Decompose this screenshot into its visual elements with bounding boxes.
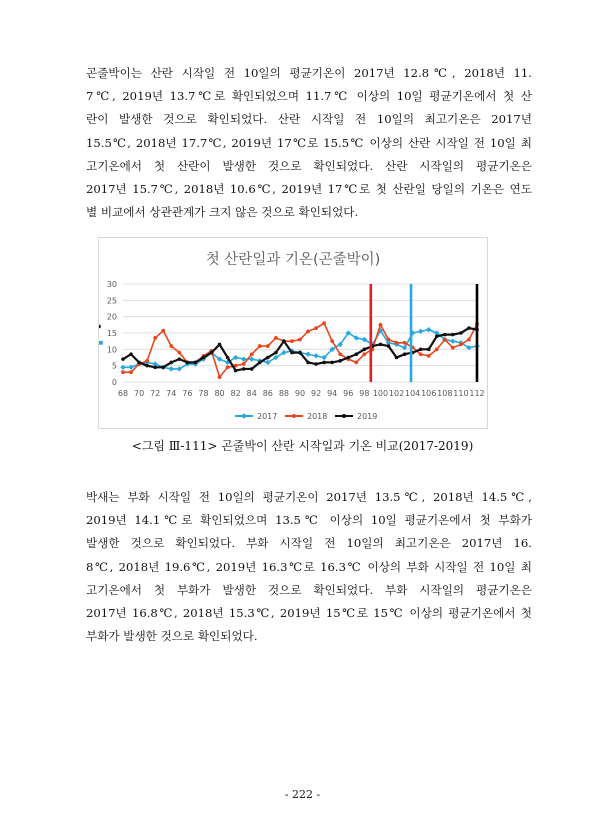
data-point-2019 (451, 333, 455, 337)
data-point-2018 (218, 375, 222, 379)
x-tick-label: 72 (150, 389, 161, 398)
chart-title: 첫 산란일과 기온(곤줄박이) (205, 252, 381, 268)
data-point-2018 (314, 326, 318, 330)
data-point-2019 (395, 356, 399, 360)
data-point-2019 (250, 367, 254, 371)
data-point-2018 (387, 338, 391, 342)
data-point-2019 (379, 343, 383, 347)
paragraph1-line: 곤줄박이는 산란 시작일 전 10일의 평균기온이 2017년 12.8℃, 2018년 11. (86, 66, 532, 80)
data-point-2018 (161, 329, 165, 333)
data-point-2018 (354, 361, 358, 365)
data-point-2019 (202, 356, 206, 360)
data-point-2017 (313, 353, 318, 358)
data-point-2019 (355, 352, 359, 356)
data-point-2018 (362, 352, 366, 356)
data-point-2019 (137, 361, 141, 365)
paragraph-1 (86, 62, 532, 224)
data-point-2019 (153, 366, 157, 370)
data-point-2019 (145, 364, 149, 368)
data-point-2018 (322, 321, 326, 325)
data-point-2018 (435, 347, 439, 351)
x-tick-label: 74 (166, 389, 177, 398)
paragraph2-line: 2017년 16.8℃, 2018년 15.3℃, 2019년 15℃로 15℃ 이상의 평균기온에서 첫 (86, 606, 532, 621)
page-number: - 222 - (284, 788, 321, 801)
x-tick-label: 70 (133, 389, 145, 398)
data-point-2018 (338, 352, 342, 356)
data-point-2019 (129, 352, 133, 356)
paragraph2-line: 고기온에서 첫 부화가 발생한 것으로 확인되었다. 부화 시작일의 평균기온은 (86, 582, 532, 597)
data-point-2019 (387, 344, 391, 348)
data-point-2019 (274, 351, 278, 355)
legend-marker (292, 414, 296, 418)
paragraph2-line: 발생한 것으로 확인되었다. 부화 시작일 전 10일의 최고기온은 2017년 16. (86, 536, 532, 551)
x-tick-label: 80 (214, 389, 225, 398)
data-point-2019 (194, 361, 198, 365)
data-point-2018 (226, 365, 230, 369)
data-point-2018 (177, 351, 181, 355)
data-point-2018 (306, 329, 310, 333)
x-tick-label: 90 (294, 389, 306, 398)
data-point-2018 (459, 343, 463, 347)
data-point-2019 (427, 348, 431, 352)
legend-label-2019: 2019 (357, 412, 378, 421)
paragraph1-line: 7℃, 2019년 13.7℃로 확인되었으며 11.7℃ 이상의 10일 평균기온에서 첫 산 (86, 89, 532, 104)
data-point-2019 (419, 348, 423, 352)
data-point-2018 (395, 341, 399, 345)
data-point-2018 (153, 336, 157, 340)
paragraph1-line: 2017년 15.7℃, 2018년 10.6℃, 2019년 17℃로 첫 산란일 당일의 기온은 연도 (86, 182, 532, 197)
x-tick-label: 102 (388, 389, 405, 398)
data-point-2019 (266, 356, 270, 360)
data-point-2018 (467, 338, 471, 342)
data-point-2019 (186, 361, 190, 365)
x-tick-label: 86 (262, 389, 273, 398)
data-point-2019 (242, 367, 246, 371)
data-point-2019 (338, 359, 342, 363)
data-point-2019 (290, 351, 294, 355)
x-tick-label: 76 (182, 389, 193, 398)
data-point-2017 (99, 341, 103, 345)
x-tick-label: 106 (421, 389, 437, 398)
data-point-2018 (129, 370, 133, 374)
x-tick-label: 96 (343, 389, 354, 398)
data-point-2017 (450, 338, 455, 343)
x-tick-label: 94 (327, 389, 338, 398)
data-point-2019 (282, 339, 286, 343)
paragraph1-line: 15.5℃, 2018년 17.7℃, 2019년 17℃로 15.5℃ 이상의 산란 시작일 전 10일 최 (86, 135, 532, 150)
legend-label-2017: 2017 (257, 412, 278, 421)
data-point-2018 (145, 359, 149, 363)
data-point-2019 (234, 369, 238, 373)
x-tick-label: 108 (437, 389, 453, 398)
y-tick-label: 5 (111, 361, 117, 371)
x-tick-label: 100 (372, 389, 389, 398)
x-tick-label: 82 (230, 389, 241, 398)
data-point-2018 (242, 362, 246, 366)
data-point-2019 (169, 361, 173, 365)
data-point-2017 (305, 352, 310, 357)
data-point-2019 (459, 331, 463, 335)
paragraph2-line: 부화가 발생한 것으로 확인되었다. (86, 629, 258, 644)
data-point-2019 (218, 343, 222, 347)
data-point-2018 (121, 370, 125, 374)
x-tick-label: 112 (469, 389, 485, 398)
data-point-2019 (161, 366, 165, 370)
legend-marker (241, 413, 247, 419)
paragraph2-line: 2019년 14.1℃로 확인되었으며 13.5℃ 이상의 10일 평균기온에서 첫 부화가 (86, 513, 532, 528)
data-point-2018 (266, 344, 270, 348)
paragraph-2 (86, 486, 532, 648)
paragraph1-line: 별 비교에서 상관관계가 크지 않은 것으로 확인되었다. (86, 205, 359, 220)
x-tick-label: 84 (246, 389, 257, 398)
data-point-2018 (451, 346, 455, 350)
data-point-2018 (427, 354, 431, 358)
data-point-2019 (467, 326, 471, 330)
y-tick-label: 15 (106, 329, 117, 338)
paragraph1-line: 고기온에서 첫 산란이 발생한 것으로 확인되었다. 산란 시작일의 평균기온은 (86, 158, 532, 173)
data-point-2019 (178, 357, 182, 361)
data-point-2019 (226, 356, 230, 360)
y-tick-label: 20 (106, 312, 117, 322)
y-tick-label: 0 (111, 378, 117, 387)
data-point-2018 (258, 344, 262, 348)
legend-label-2018: 2018 (307, 412, 328, 421)
data-point-2019 (210, 351, 214, 355)
data-point-2018 (298, 338, 302, 342)
paragraph1-line: 란이 발생한 것으로 확인되었다. 산란 시작일 전 10일의 최고기온은 2017년 (86, 112, 532, 127)
data-point-2017 (426, 327, 431, 332)
data-point-2019 (306, 361, 310, 365)
data-point-2019 (363, 348, 367, 352)
paragraph2-line: 박새는 부화 시작일 전 10일의 평균기온이 2017년 13.5℃, 2018년 14.5℃, (86, 490, 532, 504)
data-point-2019 (330, 361, 334, 365)
data-point-2017 (169, 366, 174, 371)
x-tick-label: 68 (117, 389, 129, 398)
x-tick-label: 110 (453, 389, 469, 398)
paragraph2-line: 8℃, 2018년 19.6℃, 2019년 16.3℃로 16.3℃ 이상의 부화 시작일 전 10일 최 (86, 559, 532, 574)
data-point-2019 (403, 352, 407, 356)
data-point-2019 (99, 325, 101, 329)
data-point-2018 (250, 352, 254, 356)
y-tick-label: 30 (106, 280, 117, 289)
data-point-2019 (314, 362, 318, 366)
data-point-2019 (322, 361, 326, 365)
y-tick-label: 25 (106, 296, 117, 306)
data-point-2019 (121, 357, 125, 361)
data-point-2019 (435, 334, 439, 338)
data-point-2018 (419, 352, 423, 356)
data-point-2018 (290, 339, 294, 343)
x-tick-label: 78 (198, 389, 209, 398)
data-point-2018 (443, 338, 447, 342)
x-tick-label: 98 (359, 389, 370, 398)
data-point-2018 (379, 323, 383, 327)
x-tick-label: 104 (404, 389, 421, 398)
data-point-2019 (258, 361, 262, 365)
data-point-2018 (330, 339, 334, 343)
chart-container (98, 237, 488, 429)
x-tick-label: 92 (310, 389, 322, 398)
y-tick-label: 10 (106, 345, 117, 355)
x-tick-label: 88 (278, 389, 290, 398)
figure-caption: <그림 Ⅲ-111> 곤줄박이 산란 시작일과 기온 비교(2017-2019) (131, 439, 474, 453)
data-point-2018 (169, 344, 173, 348)
data-point-2019 (346, 356, 350, 360)
legend-marker (342, 414, 346, 418)
data-point-2018 (403, 341, 407, 345)
data-point-2019 (443, 333, 447, 337)
line-chart (99, 238, 487, 428)
data-point-2018 (274, 336, 278, 340)
data-point-2019 (298, 351, 302, 355)
